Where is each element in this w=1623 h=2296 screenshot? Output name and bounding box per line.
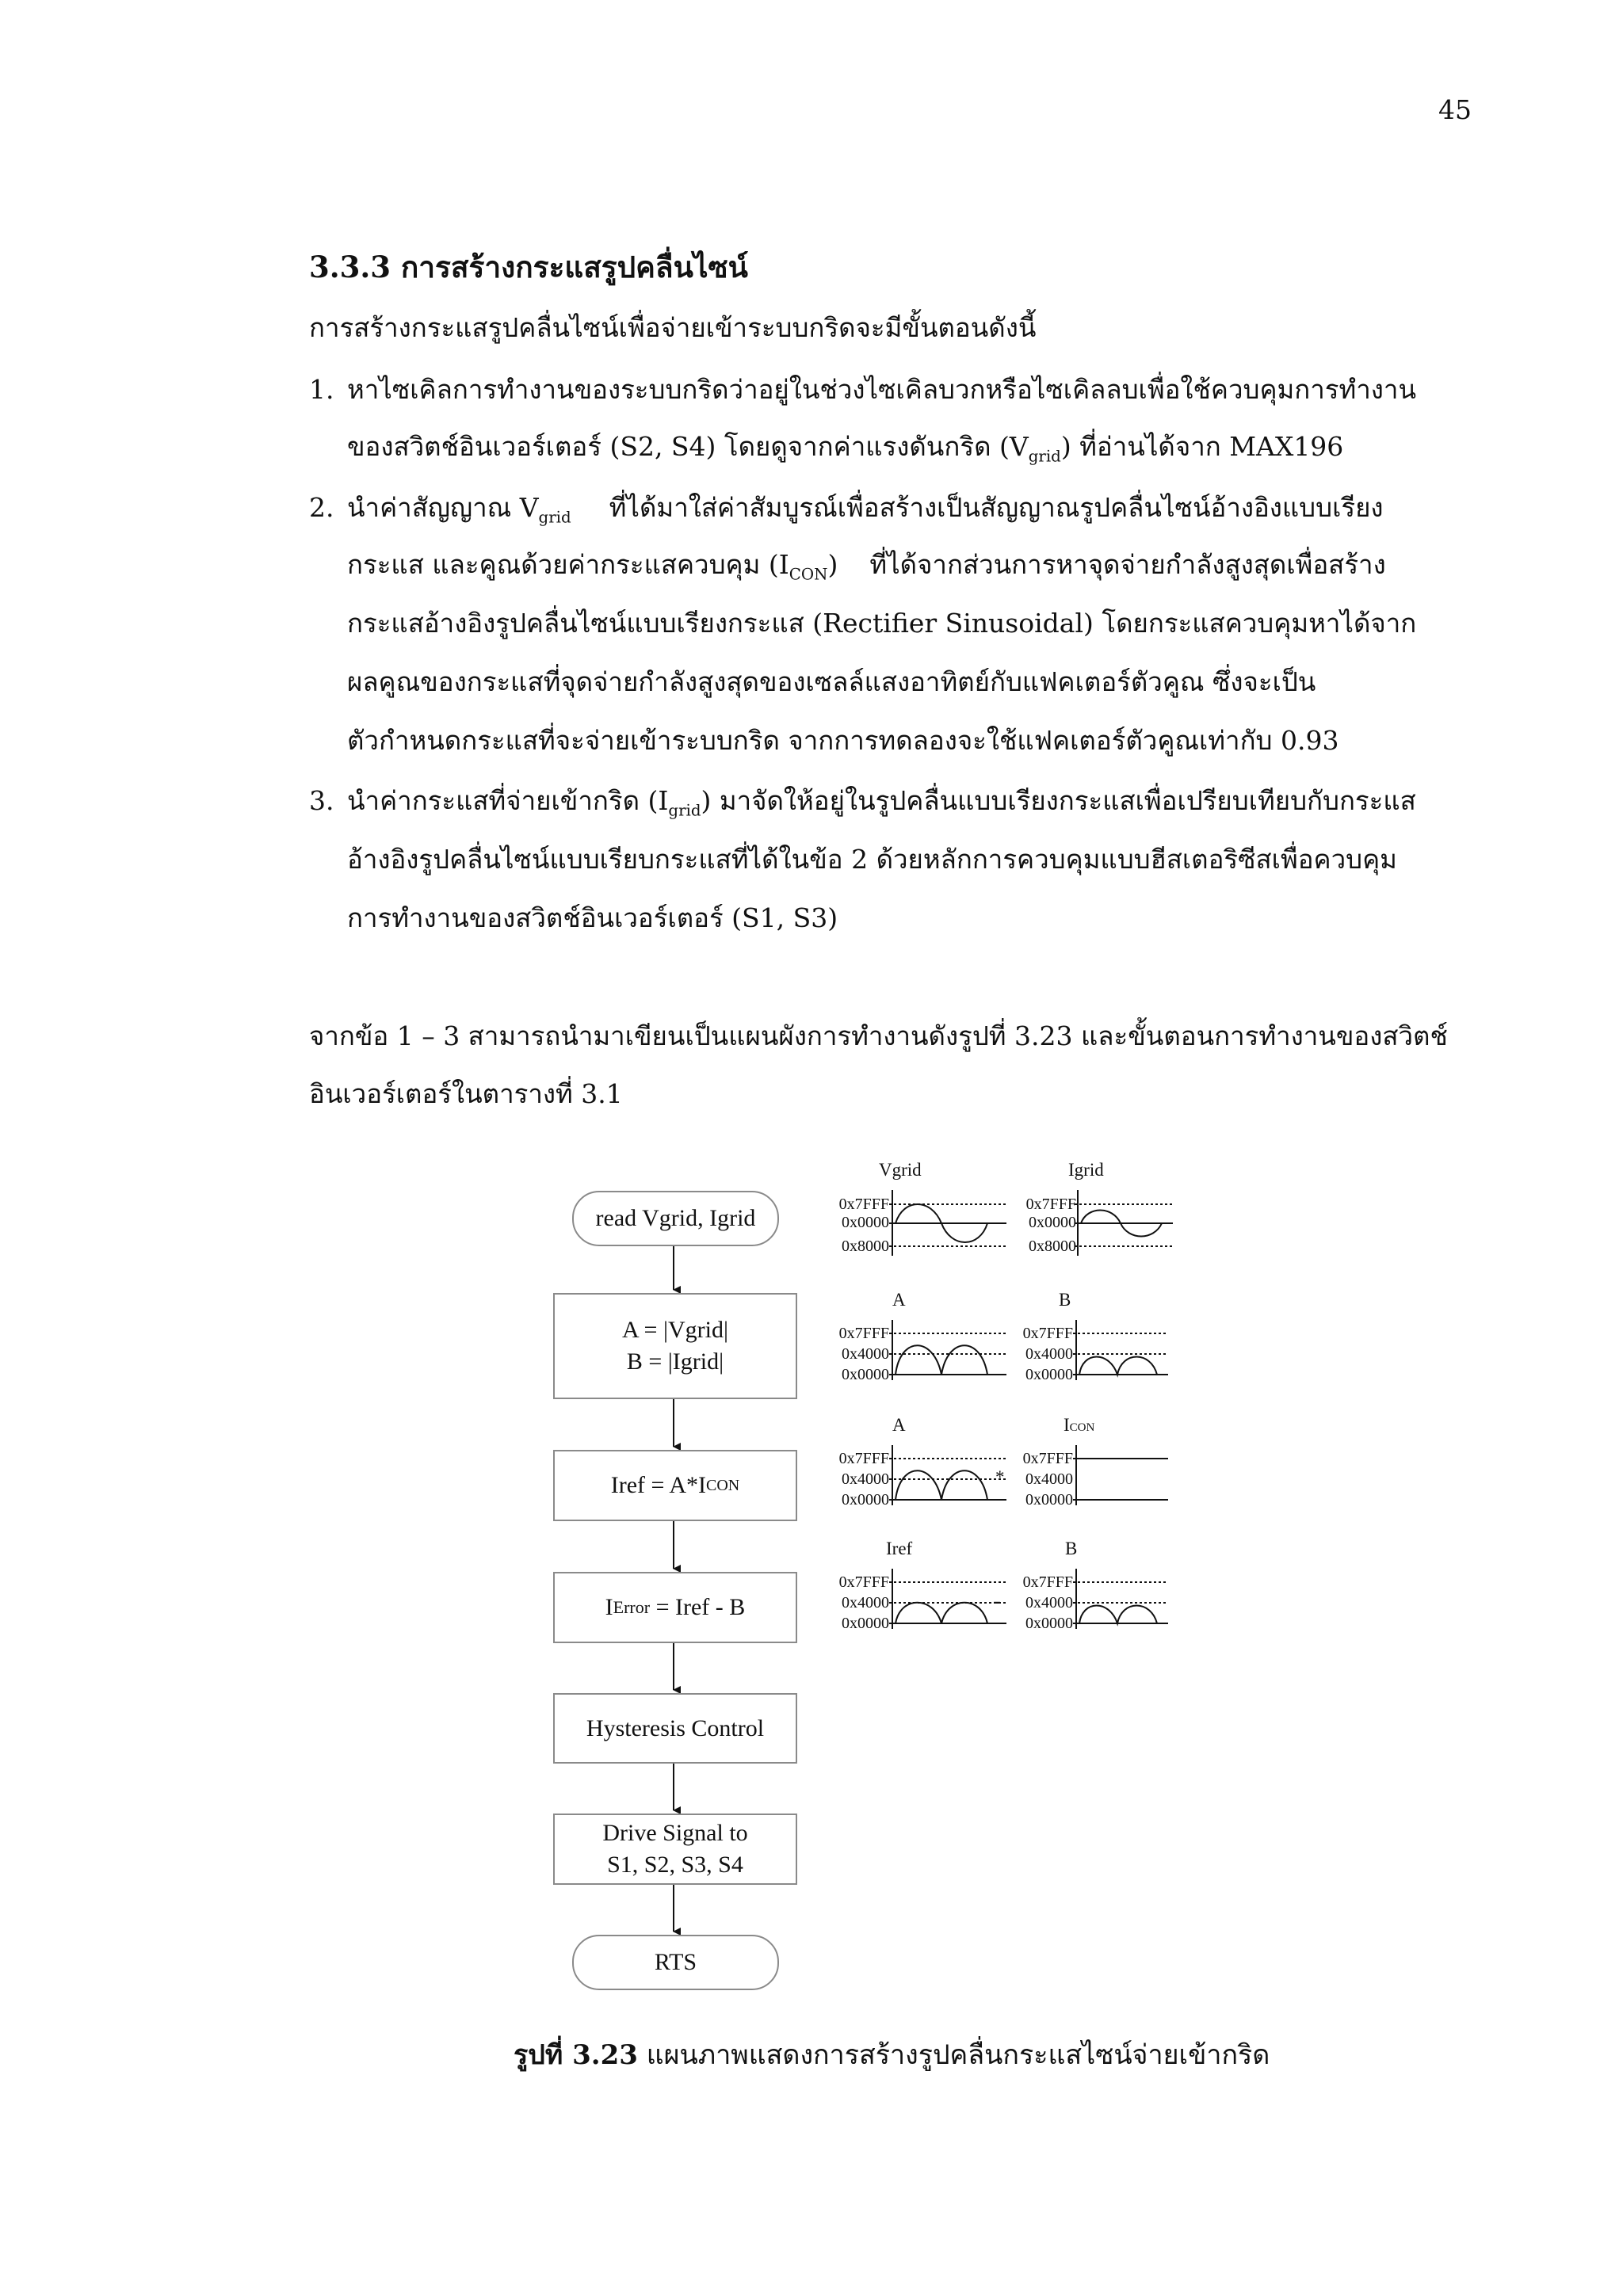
subscript: grid bbox=[1028, 447, 1061, 466]
waveform-vgrid bbox=[889, 1190, 1006, 1256]
page-number: 45 bbox=[1438, 94, 1472, 125]
subscript: grid bbox=[668, 801, 701, 820]
text-run: ที่ได้มาใส่ค่าสัมบูรณ์เพื่อสร้างเป็นสัญญาณรูปคลื่นไซน์อ้างอิงแบบเรียง bbox=[609, 492, 1384, 523]
tick-label: 0x7FFF bbox=[1022, 1573, 1073, 1591]
tick-label: 0x0000 bbox=[842, 1491, 889, 1508]
tick-label: 0x4000 bbox=[842, 1345, 889, 1363]
flow-step-text: = Iref - B bbox=[650, 1594, 746, 1620]
title-run: CON bbox=[1069, 1421, 1095, 1434]
flow-step-line: A = |Vgrid| bbox=[622, 1317, 728, 1343]
tick-label: 0x7FFF bbox=[1022, 1325, 1073, 1342]
tick-label: 0x7FFF bbox=[838, 1573, 889, 1591]
list-item-2-line-4: ผลคูณของกระแสที่จุดจ่ายกำลังสูงสุดของเซลล์แสงอาทิตย์กับแฟคเตอร์ตัวคูณ ซึ่งจะเป็น bbox=[347, 666, 1316, 697]
flow-step-line: Drive Signal to bbox=[602, 1820, 748, 1846]
tick-label: 0x0000 bbox=[1025, 1615, 1073, 1632]
waveform-title: Iref bbox=[886, 1539, 913, 1558]
waveform-b-abs bbox=[1073, 1320, 1168, 1380]
list-item-3-line-3: การทำงานของสวิตช์อินเวอร์เตอร์ (S1, S3) bbox=[347, 902, 838, 933]
list-item-3-line-2: อ้างอิงรูปคลื่นไซน์แบบเรียบกระแสที่ได้ในข้อ 2 ด้วยหลักการควบคุมแบบฮีสเตอริซีสเพื่อควบคุม bbox=[347, 844, 1397, 875]
summary-line-1: จากข้อ 1 – 3 สามารถนำมาเขียนเป็นแผนผังการทำงานดังรูปที่ 3.23 และขั้นตอนการทำงานของสวิตช์ bbox=[309, 1020, 1448, 1051]
tick-label: 0x4000 bbox=[842, 1470, 889, 1488]
subscript: CON bbox=[789, 565, 828, 584]
text-run: ) ที่อ่านได้จาก MAX196 bbox=[1060, 431, 1344, 462]
figure-caption-text: แผนภาพแสดงการสร้างรูปคลื่นกระแสไซน์จ่ายเข้ากริด bbox=[637, 2039, 1270, 2071]
tick-label: 0x7FFF bbox=[838, 1325, 889, 1342]
tick-label: 0x0000 bbox=[1025, 1366, 1073, 1383]
title-run: I bbox=[1064, 1415, 1070, 1435]
waveform-a bbox=[889, 1445, 1006, 1505]
waveform-iref bbox=[889, 1569, 1006, 1629]
operator-minus: - bbox=[993, 1588, 1001, 1614]
flow-start-terminal: read Vgrid, Igrid bbox=[572, 1191, 779, 1246]
figure-caption-label: รูปที่ 3.23 bbox=[514, 2039, 638, 2071]
tick-label: 0x4000 bbox=[1025, 1594, 1073, 1611]
tick-label: 0x4000 bbox=[1025, 1470, 1073, 1488]
text-run: นำค่าสัญญาณ V bbox=[347, 492, 539, 523]
list-item-2-line-3: กระแสอ้างอิงรูปคลื่นไซน์แบบเรียงกระแส (Rectifier Sinusoidal) โดยกระแสควบคุมหาได้จาก bbox=[347, 608, 1417, 639]
text-run: กระแส และคูณด้วยค่ากระแสควบคุม (I bbox=[347, 549, 789, 580]
flow-end-terminal: RTS bbox=[572, 1935, 779, 1990]
flow-step-line: S1, S2, S3, S4 bbox=[607, 1852, 743, 1878]
waveform-icon bbox=[1073, 1445, 1168, 1505]
section-intro: การสร้างกระแสรูปคลื่นไซน์เพื่อจ่ายเข้าระบบกริดจะมีขั้นตอนดังนี้ bbox=[309, 312, 1037, 343]
waveform-title: B bbox=[1065, 1539, 1078, 1558]
list-number: 3. bbox=[309, 785, 334, 816]
flow-step-small-caps: Error bbox=[613, 1597, 651, 1617]
tick-label: 0x0000 bbox=[842, 1214, 889, 1231]
list-text: หาไซเคิลการทำงานของระบบกริดว่าอยู่ในช่วงไซเคิลบวกหรือไซเคิลลบเพื่อใช้ควบคุมการทำงาน bbox=[347, 374, 1417, 405]
operator-multiply: * bbox=[995, 1467, 1005, 1487]
waveform-title: A bbox=[892, 1290, 906, 1310]
tick-label: 0x0000 bbox=[1029, 1214, 1076, 1231]
list-number: 1. bbox=[309, 374, 334, 405]
tick-label: 0x0000 bbox=[842, 1366, 889, 1383]
waveform-title: Igrid bbox=[1068, 1160, 1104, 1180]
tick-label: 0x0000 bbox=[1025, 1491, 1073, 1508]
waveform-a-abs bbox=[889, 1320, 1006, 1380]
summary-line-2: อินเวอร์เตอร์ในตารางที่ 3.1 bbox=[309, 1078, 623, 1109]
tick-label: 0x7FFF bbox=[1025, 1196, 1076, 1213]
text-run: นำค่ากระแสที่จ่ายเข้ากริด (I bbox=[347, 785, 669, 816]
tick-label: 0x4000 bbox=[1025, 1345, 1073, 1363]
waveform-title: Vgrid bbox=[879, 1160, 922, 1180]
flow-step-line: B = |Igrid| bbox=[626, 1348, 724, 1375]
flow-step-text: I bbox=[605, 1594, 613, 1620]
waveform-title: B bbox=[1059, 1290, 1071, 1310]
tick-label: 0x8000 bbox=[842, 1238, 889, 1255]
text-run: ของสวิตช์อินเวอร์เตอร์ (S2, S4) โดยดูจากค่าแรงดันกริด (V bbox=[347, 431, 1029, 462]
figure-caption bbox=[514, 2037, 1270, 2073]
tick-label: 0x0000 bbox=[842, 1615, 889, 1632]
tick-label: 0x7FFF bbox=[838, 1450, 889, 1467]
waveform-title: A bbox=[892, 1415, 906, 1435]
tick-label: 0x8000 bbox=[1029, 1238, 1076, 1255]
waveform-igrid bbox=[1075, 1190, 1173, 1256]
subscript: grid bbox=[538, 508, 571, 527]
list-item-2-line-5: ตัวกำหนดกระแสที่จะจ่ายเข้าระบบกริด จากการทดลองจะใช้แฟคเตอร์ตัวคูณเท่ากับ 0.93 bbox=[347, 725, 1339, 756]
waveform-b bbox=[1073, 1569, 1168, 1629]
flow-step-text: Iref = A*I bbox=[610, 1472, 706, 1498]
text-run: ) มาจัดให้อยู่ในรูปคลื่นแบบเรียงกระแสเพื่อเปรียบเทียบกับกระแส bbox=[701, 785, 1416, 816]
text-run: ) bbox=[827, 549, 838, 580]
section-heading: 3.3.3 การสร้างกระแสรูปคลื่นไซน์ bbox=[309, 250, 748, 284]
tick-label: 0x7FFF bbox=[1022, 1450, 1073, 1467]
flow-step-hysteresis: Hysteresis Control bbox=[553, 1693, 797, 1764]
tick-label: 0x4000 bbox=[842, 1594, 889, 1611]
tick-label: 0x7FFF bbox=[838, 1196, 889, 1213]
text-run: ที่ได้จากส่วนการหาจุดจ่ายกำลังสูงสุดเพื่อสร้าง bbox=[869, 549, 1386, 580]
list-number: 2. bbox=[309, 492, 334, 523]
flow-step-small-caps: CON bbox=[705, 1477, 740, 1494]
